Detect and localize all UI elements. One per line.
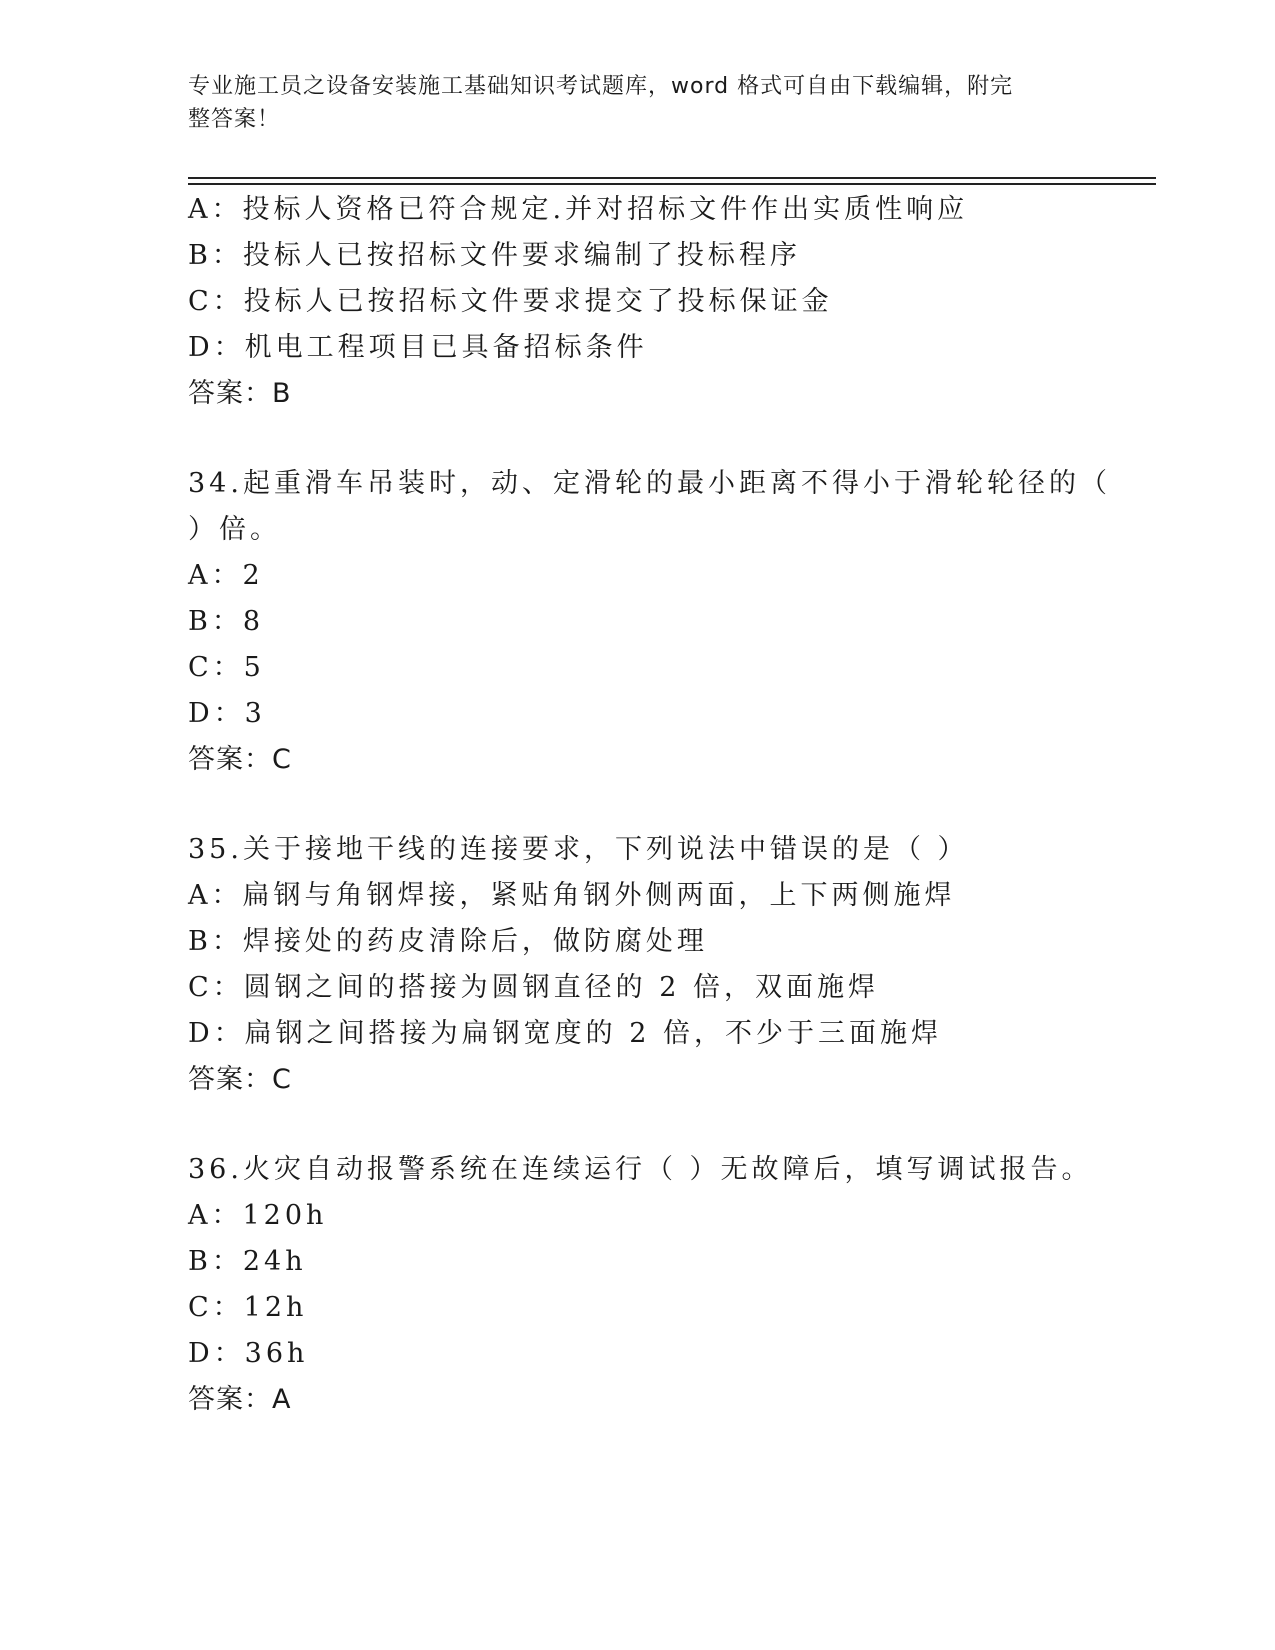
spacer xyxy=(188,1103,1088,1147)
option-b: B：投标人已按招标文件要求编制了投标程序 xyxy=(188,240,801,271)
question-stem: 35.关于接地干线的连接要求，下列说法中错误的是（ ） xyxy=(188,834,969,865)
option-b: B：24h xyxy=(188,1246,307,1277)
answer: 答案：C xyxy=(188,1064,292,1095)
option-c: C：5 xyxy=(188,652,265,683)
answer: 答案：C xyxy=(188,744,292,775)
question-stem-line-1: 34.起重滑车吊装时，动、定滑轮的最小距离不得小于滑轮轮径的（ xyxy=(188,468,1111,499)
header-rule-top xyxy=(188,177,1156,179)
question-stem-line-2: ）倍。 xyxy=(188,514,281,545)
option-a: A：扁钢与角钢焊接，紧贴角钢外侧两面，上下两侧施焊 xyxy=(188,880,956,911)
option-b: B：8 xyxy=(188,606,265,637)
option-d: D：36h xyxy=(188,1338,309,1369)
question-35 xyxy=(188,827,1088,1103)
option-c: C：投标人已按招标文件要求提交了投标保证金 xyxy=(188,286,833,317)
option-a: A：2 xyxy=(188,560,264,591)
option-d: D：机电工程项目已具备招标条件 xyxy=(188,332,648,363)
question-list xyxy=(188,187,1111,1423)
option-d: D：3 xyxy=(188,698,266,729)
header-line-1: 专业施工员之设备安装施工基础知识考试题库，word 格式可自由下载编辑，附完 xyxy=(188,74,1014,99)
option-c: C：圆钢之间的搭接为圆钢直径的 2 倍，双面施焊 xyxy=(188,972,880,1003)
option-b: B：焊接处的药皮清除后，做防腐处理 xyxy=(188,926,708,957)
header-line-2: 整答案！ xyxy=(188,107,281,132)
spacer xyxy=(188,783,1088,827)
document-header xyxy=(188,70,1068,136)
question-stem: 36.火灾自动报警系统在连续运行（ ）无故障后，填写调试报告。 xyxy=(188,1154,1093,1185)
question-34 xyxy=(188,461,1111,783)
answer: 答案：B xyxy=(188,378,292,409)
option-a: A：投标人资格已符合规定.并对招标文件作出实质性响应 xyxy=(188,194,969,225)
header-rule-bottom xyxy=(188,183,1156,185)
option-a: A：120h xyxy=(188,1200,328,1231)
option-c: C：12h xyxy=(188,1292,308,1323)
question-36 xyxy=(188,1147,1093,1423)
option-d: D：扁钢之间搭接为扁钢宽度的 2 倍，不少于三面施焊 xyxy=(188,1018,942,1049)
spacer xyxy=(188,417,1088,461)
answer: 答案：A xyxy=(188,1384,292,1415)
question-33 xyxy=(188,187,1088,417)
